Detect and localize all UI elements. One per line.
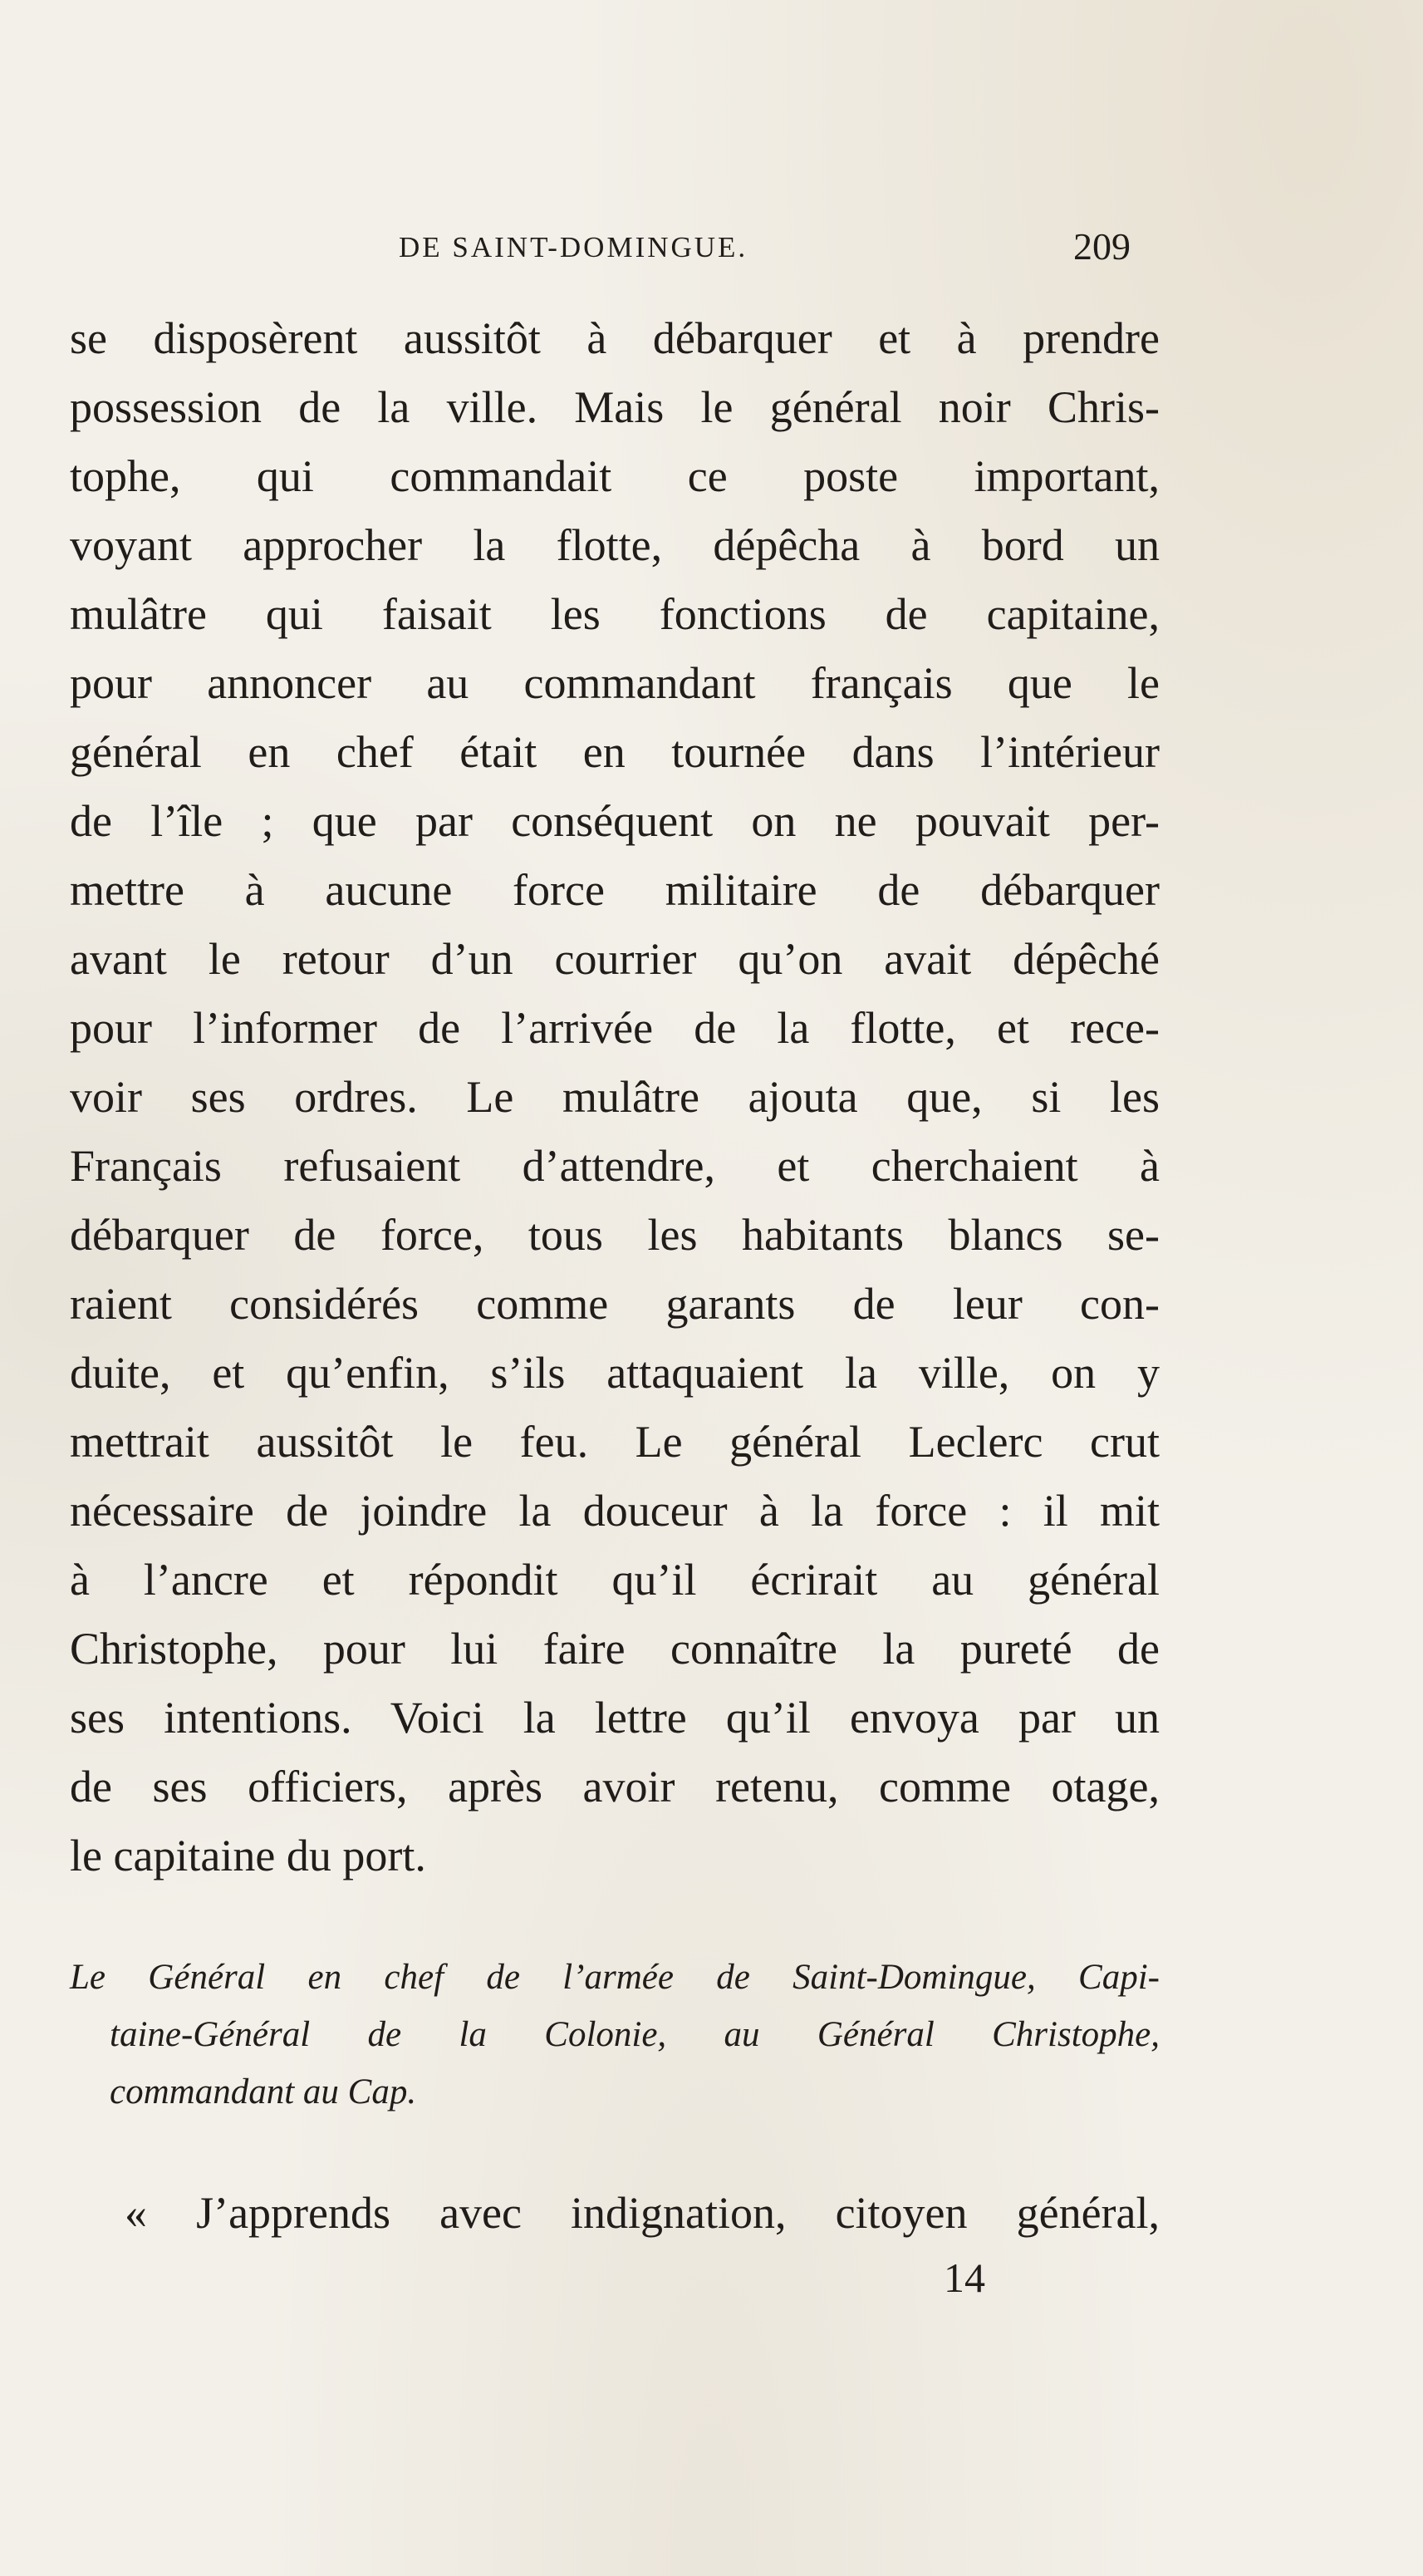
body-line: mettrait aussitôt le feu. Le général Leclerc crut: [70, 1417, 1160, 1467]
body-line: raient considérés comme garants de leur con-: [70, 1279, 1160, 1329]
body-line: se disposèrent aussitôt à débarquer et à prendre: [70, 313, 1160, 363]
letter-heading-line: taine-Général de la Colonie, au Général Christophe,: [110, 2015, 1160, 2054]
body-text: [70, 304, 1160, 1890]
body-line: voyant approcher la flotte, dépêcha à bord un: [70, 520, 1160, 570]
body-line: nécessaire de joindre la douceur à la force : il mit: [70, 1486, 1160, 1536]
body-line: ses intentions. Voici la lettre qu’il envoya par un: [70, 1693, 1160, 1743]
page-number: 209: [1073, 225, 1131, 268]
body-line: débarquer de force, tous les habitants blancs se-: [70, 1210, 1160, 1260]
running-head: DE SAINT-DOMINGUE.: [399, 231, 748, 263]
letter-heading-line: Le Général en chef de l’armée de Saint-Domingue, Capi-: [70, 1958, 1160, 1997]
body-line: possession de la ville. Mais le général noir Chris-: [70, 382, 1160, 432]
body-line: Français refusaient d’attendre, et cherchaient à: [70, 1141, 1160, 1191]
body-line: tophe, qui commandait ce poste important,: [70, 451, 1160, 501]
body-line: avant le retour d’un courrier qu’on avait dépêché: [70, 934, 1160, 984]
body-line: général en chef était en tournée dans l’intérieur: [70, 727, 1160, 777]
signature-mark: 14: [944, 2254, 985, 2301]
letter-heading-line: commandant au Cap.: [110, 2072, 417, 2111]
body-line: pour l’informer de l’arrivée de la flotte, et rece-: [70, 1003, 1160, 1053]
body-line: de ses officiers, après avoir retenu, comme otage,: [70, 1762, 1160, 1812]
letter-opening-line: « J’apprends avec indignation, citoyen général,: [125, 2188, 1160, 2238]
body-line: duite, et qu’enfin, s’ils attaquaient la ville, on y: [70, 1348, 1160, 1398]
body-line: Christophe, pour lui faire connaître la pureté de: [70, 1624, 1160, 1674]
body-line: voir ses ordres. Le mulâtre ajouta que, si les: [70, 1072, 1160, 1122]
body-line: pour annoncer au commandant français que le: [70, 658, 1160, 708]
body-line: le capitaine du port.: [70, 1831, 426, 1880]
body-line: à l’ancre et répondit qu’il écrirait au général: [70, 1555, 1160, 1605]
body-line: mettre à aucune force militaire de débarquer: [70, 865, 1160, 915]
letter-heading: [70, 1949, 1160, 2121]
body-line: de l’île ; que par conséquent on ne pouvait per-: [70, 796, 1160, 846]
body-line: mulâtre qui faisait les fonctions de capitaine,: [70, 589, 1160, 639]
